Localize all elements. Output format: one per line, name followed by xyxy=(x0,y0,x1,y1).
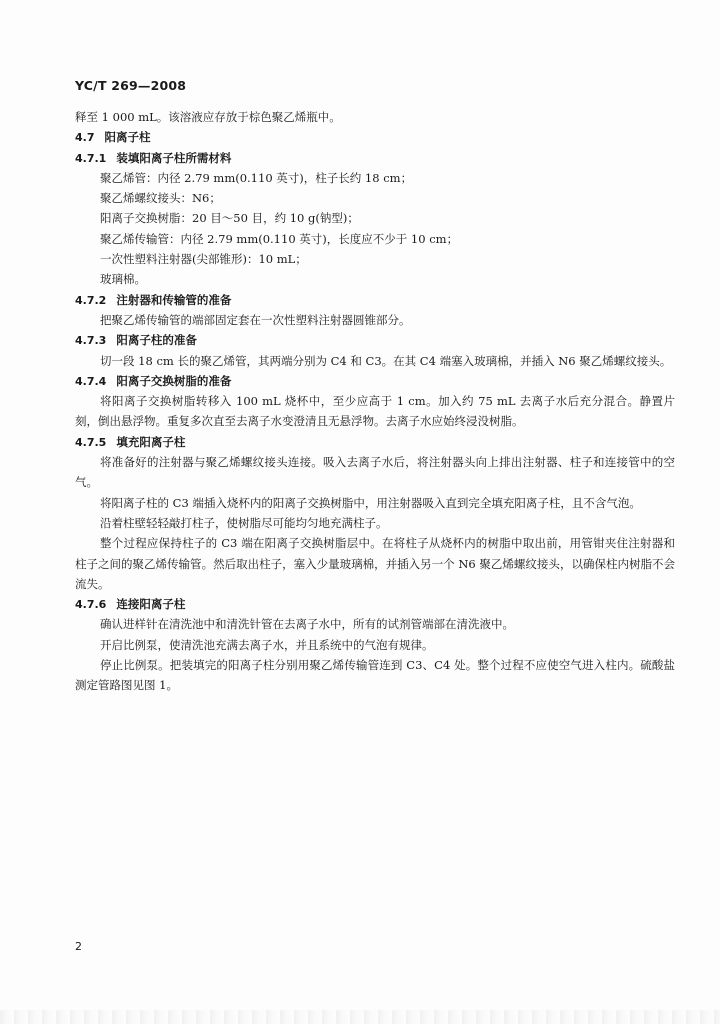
section-heading-4-7 xyxy=(75,127,675,147)
section-number: 4.7.6 xyxy=(75,598,107,612)
section-title: 装填阳离子柱所需材料 xyxy=(116,150,232,165)
section-heading-4-7-4 xyxy=(75,371,675,391)
paragraph: 沿着柱壁轻轻敲打柱子，使树脂尽可能均匀地充满柱子。 xyxy=(100,515,388,530)
section-title: 连接阳离子柱 xyxy=(116,597,186,612)
material-item: 一次性塑料注射器(尖部锥形)：10 mL； xyxy=(100,252,307,267)
section-number: 4.7.5 xyxy=(75,435,107,449)
paragraph: 停止比例泵。把装填完的阳离子柱分别用聚乙烯传输管连到 C3、C4 处。整个过程不应使空气进入柱内。硫酸盐测定管路图见图 1。 xyxy=(75,658,675,693)
section-number: 4.7.3 xyxy=(75,334,107,348)
paragraph: 整个过程应保持柱子的 C3 端在阳离子交换树脂层中。在将柱子从烧杯内的树脂中取出前，用管钳夹住注射器和柱子之间的聚乙烯传输管。然后取出柱子，塞入少量玻璃棉，并插入另一个 N6 聚乙烯螺纹接头，以确保柱内树脂不会流失。 xyxy=(75,536,675,591)
paragraph: 切一段 18 cm 长的聚乙烯管，其两端分别为 C4 和 C3。在其 C4 端塞入玻璃棉，并插入 N6 聚乙烯螺纹接头。 xyxy=(100,353,672,368)
section-heading-4-7-3 xyxy=(75,330,675,350)
material-item: 聚乙烯管：内径 2.79 mm(0.110 英寸)，柱子长约 18 cm； xyxy=(100,170,413,185)
scan-edge-artifact xyxy=(0,1010,720,1024)
material-item: 聚乙烯螺纹接头：N6； xyxy=(100,191,221,206)
paragraph: 将阳离子柱的 C3 端插入烧杯内的阳离子交换树脂中，用注射器吸入直到完全填充阳离子柱，且不含气泡。 xyxy=(100,495,641,510)
paragraph: 把聚乙烯传输管的端部固定套在一次性塑料注射器圆锥部分。 xyxy=(100,312,411,327)
section-title: 阳离子柱的准备 xyxy=(116,333,197,348)
section-heading-4-7-6 xyxy=(75,594,675,614)
paragraph: 将准备好的注射器与聚乙烯螺纹接头连接。吸入去离子水后，将注射器头向上排出注射器、柱子和连接管中的空气。 xyxy=(75,455,675,490)
section-number: 4.7.1 xyxy=(75,151,107,165)
section-heading-4-7-1 xyxy=(75,148,675,168)
section-title: 填充阳离子柱 xyxy=(116,434,186,449)
standard-code-header: YC/T 269—2008 xyxy=(75,78,187,93)
material-item: 阳离子交换树脂：20 目～50 目，约 10 g(钠型)； xyxy=(100,211,359,226)
material-item: 玻璃棉。 xyxy=(100,272,146,287)
section-number: 4.7.2 xyxy=(75,293,107,307)
section-number: 4.7 xyxy=(75,131,95,145)
material-item: 聚乙烯传输管：内径 2.79 mm(0.110 英寸)，长度应不少于 10 cm； xyxy=(100,231,459,246)
section-heading-4-7-5 xyxy=(75,432,675,452)
section-title: 注射器和传输管的准备 xyxy=(116,292,232,307)
section-title: 阳离子柱 xyxy=(104,130,151,145)
section-title: 阳离子交换树脂的准备 xyxy=(116,373,232,388)
paragraph: 开启比例泵，使清洗池充满去离子水，并且系统中的气泡有规律。 xyxy=(100,637,434,652)
paragraph: 将阳离子交换树脂转移入 100 mL 烧杯中，至少应高于 1 cm。加入约 75 mL 去离子水后充分混合。静置片刻，倒出悬浮物。重复多次直至去离子水变澄清且无悬浮物。去离子水应始终浸没树脂。 xyxy=(75,394,675,429)
paragraph: 确认进样针在清洗池中和清洗针管在去离子水中，所有的试剂管端部在清洗液中。 xyxy=(100,617,514,632)
text-line: 释至 1 000 mL。该溶液应存放于棕色聚乙烯瓶中。 xyxy=(75,110,341,124)
page-number: 2 xyxy=(75,940,82,953)
section-number: 4.7.4 xyxy=(75,374,107,388)
document-body xyxy=(75,107,675,696)
section-heading-4-7-2 xyxy=(75,290,675,310)
